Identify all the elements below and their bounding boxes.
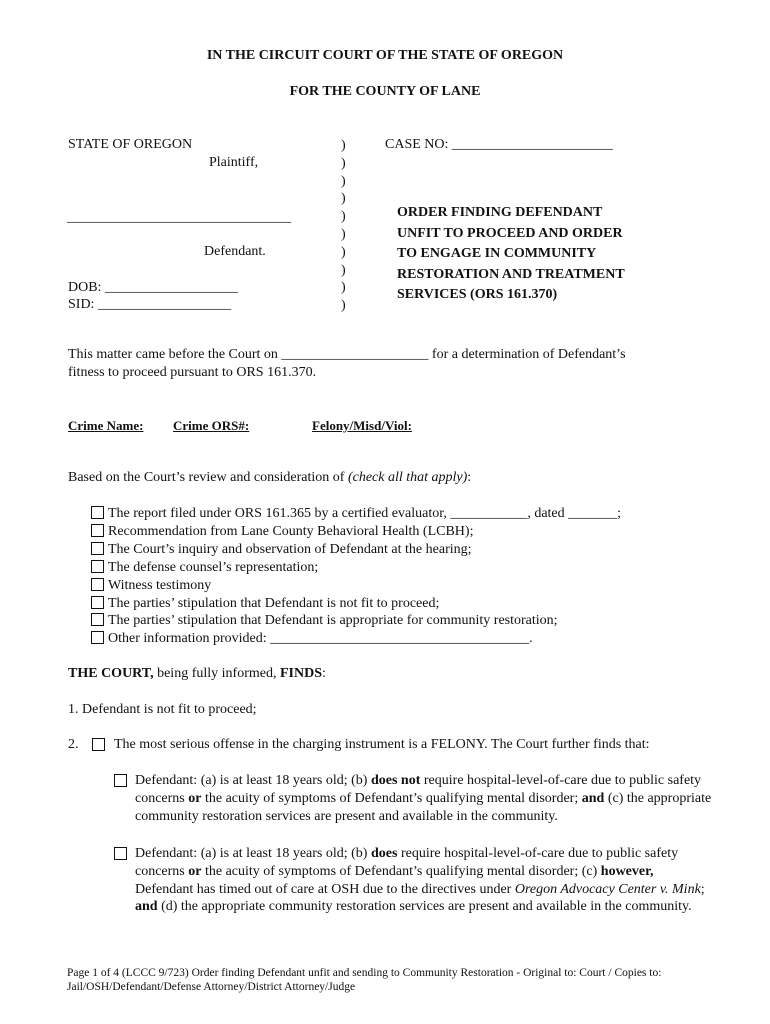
finding-text-bold: does bbox=[370, 846, 398, 861]
finding-text-bold: and bbox=[135, 899, 158, 915]
finding-text-part: Defendant: (a) is at least 18 years old; (b) bbox=[135, 773, 371, 788]
order-title-line: SERVICES (ORS 161.370) bbox=[397, 287, 558, 302]
review-prefix: Based on the Court’s review and consideration of bbox=[68, 470, 348, 485]
checklist-item-label: Witness testimony bbox=[108, 577, 212, 593]
finding-2b-text bbox=[135, 845, 715, 916]
checklist-item bbox=[91, 559, 621, 577]
finding-2-text: The most serious offense in the charging instrument is a FELONY. The Court further finds that: bbox=[114, 737, 650, 752]
checkbox[interactable] bbox=[91, 631, 104, 644]
checklist-item bbox=[91, 577, 621, 595]
checklist-item-label: The report filed under ORS 161.365 by a certified evaluator, ___________, dated _______; bbox=[108, 506, 622, 521]
review-statement bbox=[68, 470, 471, 486]
finding-text-bold: and bbox=[581, 790, 605, 806]
finding-text-italic: Oregon Advocacy Center v. Mink bbox=[514, 881, 701, 897]
checkbox[interactable] bbox=[91, 613, 104, 626]
plaintiff-label: Plaintiff, bbox=[209, 155, 259, 170]
court-finds-bold-2: FINDS bbox=[279, 666, 322, 681]
crime-class-header: Felony/Misd/Viol: bbox=[312, 418, 412, 433]
checkbox[interactable] bbox=[91, 578, 104, 591]
checklist-item bbox=[91, 630, 621, 648]
order-title-line: UNFIT TO PROCEED AND ORDER bbox=[397, 225, 623, 241]
finding-text-part: the acuity of symptoms of Defendant’s qualifying mental disorder; (c) bbox=[201, 863, 601, 879]
finding-2b-checkbox[interactable] bbox=[114, 847, 127, 860]
sid-field[interactable]: SID: ___________________ bbox=[68, 297, 231, 312]
finding-1: 1. Defendant is not fit to proceed; bbox=[68, 702, 257, 717]
county-heading: FOR THE COUNTY OF LANE bbox=[289, 84, 481, 99]
checkbox[interactable] bbox=[91, 506, 104, 519]
checklist-item bbox=[91, 541, 621, 559]
court-finds-heading bbox=[68, 666, 326, 682]
finding-text-part: require hospital-level-of-care due to public safety concerns bbox=[135, 773, 702, 806]
intro-line-2: fitness to proceed pursuant to ORS 161.370. bbox=[68, 365, 317, 380]
finding-2-checkbox[interactable] bbox=[92, 738, 105, 751]
checklist-item-label: The Court’s inquiry and observation of Defendant at the hearing; bbox=[108, 541, 472, 557]
checklist-item-label: Other information provided: _____________________________________. bbox=[108, 631, 533, 647]
checklist-item bbox=[91, 505, 621, 523]
case-number-field[interactable]: CASE NO: _______________________ bbox=[385, 137, 613, 152]
checklist-item bbox=[91, 523, 621, 541]
crime-ors-header: Crime ORS#: bbox=[173, 418, 250, 433]
finding-2a-checkbox[interactable] bbox=[114, 774, 127, 787]
defendant-label: Defendant. bbox=[204, 244, 266, 259]
finding-2a-text bbox=[135, 772, 715, 825]
finding-text-part: require hospital-level-of-care due to public safety concerns bbox=[135, 846, 679, 879]
page-footer: Page 1 of 4 (LCCC 9/723) Order finding Defendant unfit and sending to Community Restoration - Original to: Court / Copies to: Jail/OSH/Defendant/Defense Attorney/District Attorney/Judge bbox=[67, 967, 662, 993]
plaintiff-name: STATE OF OREGON bbox=[68, 137, 193, 152]
finding-text-part: the acuity of symptoms of Defendant’s qualifying mental disorder; bbox=[201, 790, 582, 806]
defendant-name-blank[interactable]: ________________________________ bbox=[67, 210, 291, 225]
checklist-item-label: The defense counsel’s representation; bbox=[108, 559, 319, 575]
court-finds-mid: being fully informed, bbox=[153, 666, 280, 681]
finding-text-part: Defendant has timed out of care at OSH due to the directives under bbox=[135, 881, 515, 897]
review-italic: (check all that apply) bbox=[347, 470, 468, 485]
caption-parentheses: ) ) ) ) ) ) ) ) ) ) bbox=[341, 138, 346, 314]
dob-field[interactable]: DOB: ___________________ bbox=[68, 280, 238, 295]
order-title-line: TO ENGAGE IN COMMUNITY bbox=[397, 246, 597, 261]
checkbox[interactable] bbox=[91, 524, 104, 537]
checklist-item-label: The parties’ stipulation that Defendant is not fit to proceed; bbox=[108, 595, 440, 611]
court-finds-end: : bbox=[321, 666, 326, 681]
crime-name-header: Crime Name: bbox=[68, 418, 144, 433]
order-title-line: ORDER FINDING DEFENDANT bbox=[397, 205, 603, 220]
order-title-line: RESTORATION AND TREATMENT bbox=[397, 266, 625, 282]
consideration-checklist bbox=[91, 505, 621, 648]
order-title bbox=[397, 203, 625, 306]
finding-text-bold: or bbox=[188, 790, 202, 806]
checkbox[interactable] bbox=[91, 560, 104, 573]
checklist-item-label: The parties’ stipulation that Defendant is appropriate for community restoration; bbox=[108, 613, 558, 629]
finding-text-part: ; bbox=[700, 881, 705, 897]
review-suffix: : bbox=[467, 470, 472, 485]
finding-2-number: 2. bbox=[68, 737, 79, 752]
checklist-item-label: Recommendation from Lane County Behavioral Health (LCBH); bbox=[108, 523, 474, 539]
court-heading: IN THE CIRCUIT COURT OF THE STATE OF OREGON bbox=[206, 48, 564, 63]
finding-text-part: (d) the appropriate community restoration services are present and available in the community. bbox=[157, 899, 692, 915]
finding-text-bold: however, bbox=[600, 863, 654, 879]
checkbox[interactable] bbox=[91, 596, 104, 609]
finding-text-part: (c) the appropriate community restoration services are present and available in the community. bbox=[135, 790, 712, 824]
finding-text-bold: does not bbox=[370, 773, 421, 788]
finding-text-part: Defendant: (a) is at least 18 years old; (b) bbox=[135, 846, 371, 861]
checklist-item bbox=[91, 595, 621, 613]
checkbox[interactable] bbox=[91, 542, 104, 555]
checklist-item bbox=[91, 612, 621, 630]
finding-text-bold: or bbox=[188, 863, 202, 879]
court-finds-bold-1: THE COURT, bbox=[68, 666, 154, 681]
intro-line-1: This matter came before the Court on _____________________ for a determination of Defendant’s bbox=[68, 347, 626, 362]
